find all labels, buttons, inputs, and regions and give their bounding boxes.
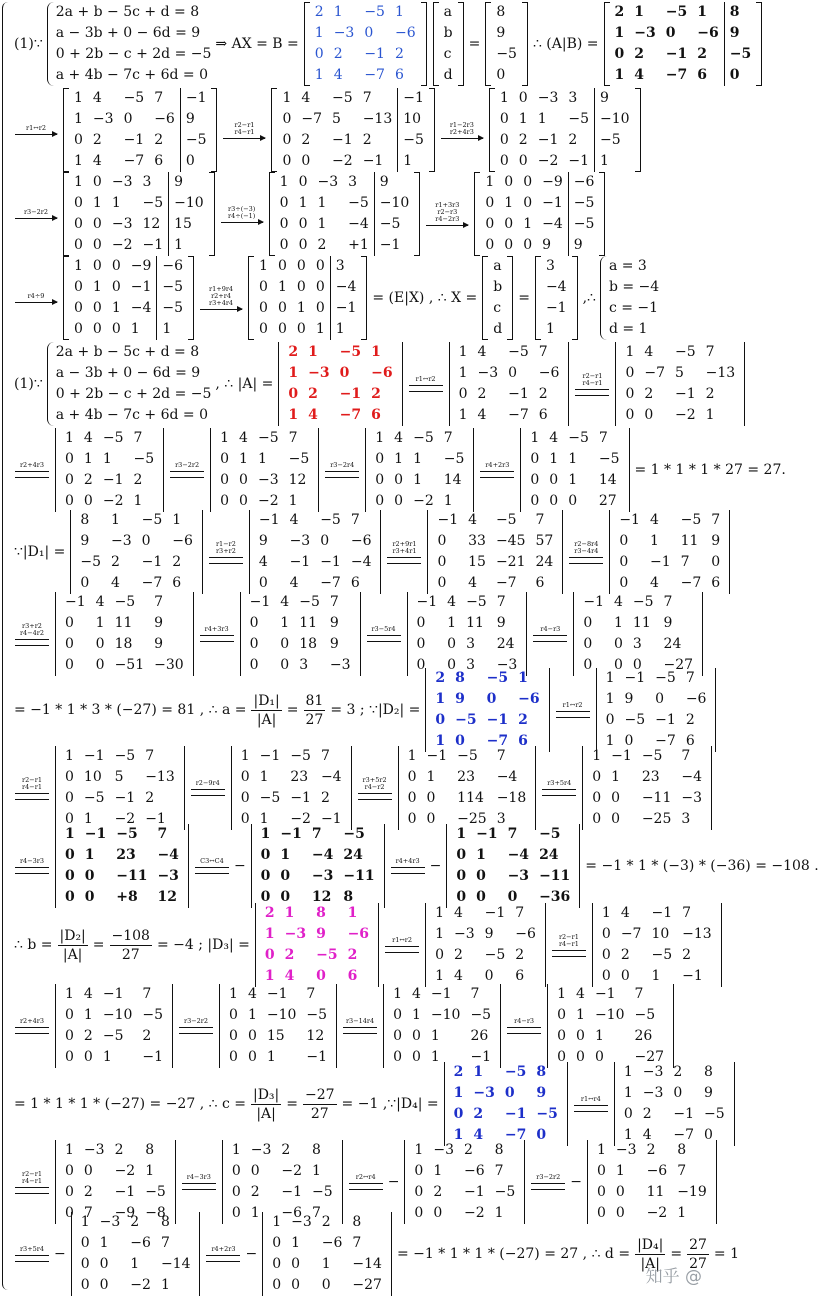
det-a-prefix: , ∴ |A| = — [215, 376, 274, 392]
d2-7: 1 −1 7 −5 0 1 −4 24 0 0 −3 −11 0 0 12 8 — [251, 824, 385, 908]
d2-4: 1 −1 −5 7 0 1 23 −4 0 0 114 −18 0 0 −25 3 — [398, 746, 537, 830]
d1-prefix: ∵|D₁| = — [14, 544, 66, 560]
d2-8: 1 −1 7 −5 0 1 −4 24 0 0 −3 −11 0 0 0 −36 — [446, 824, 580, 908]
det-a-3: 1 4 −5 7 0 1 1 −5 0 2 −1 2 0 0 −2 1 — [55, 428, 164, 512]
d1-2: −1 4 −5 7 0 33 −45 57 0 15 −21 24 0 4 −7 6 — [427, 510, 563, 594]
aug-7: 1 0 0 −9 −6 0 1 0 −1 −5 0 0 1 −4 −5 0 0 0 1 1 — [63, 256, 194, 340]
op-arrow: r1+3r3 r2−r3 r4−2r3 — [426, 202, 468, 226]
d3-result: = 1 * 1 * 1 * (−27) = −27 , ∴ c = — [14, 1096, 246, 1112]
solution-system — [600, 256, 659, 340]
matrix-a: 2 1 −5 1 1 −3 0 −6 0 2 −1 2 1 4 −7 6 — [304, 2, 427, 86]
row-d3: r2+4r3 1 4 −1 7 0 1 −10 −5 0 2 −5 2 0 0 1 −1 r3−2r2 1 4 −1 7 0 1 −10 −5 0 0 15 12 0 0 1 −1 r3−14r4 1 4 −1 7 0 1 −10 −5 0 0 1 26 0 0 1 −1 r4−r3 1 4 −1 7 0 1 −10 −5 0 0 1 26 0 0 0 −27 — [12, 984, 677, 1068]
watermark: 知乎 @ — [645, 1267, 702, 1287]
d2-1: 1 −1 −5 7 1 9 0 −6 0 −5 −1 2 1 0 −7 6 — [596, 668, 717, 752]
det-a-1: 1 4 −5 7 1 −3 0 −6 0 2 −1 2 1 4 −7 6 — [449, 342, 570, 426]
d4-4: 1 −3 2 8 0 1 −6 7 0 2 −1 −5 0 0 −2 1 — [404, 1140, 525, 1224]
frac-a-numeric: $\frac{81}{27}$ — [305, 692, 324, 728]
d4-3: 1 −3 2 8 0 0 −2 1 0 2 −1 −5 0 1 −6 7 — [222, 1140, 343, 1224]
system-lines: 2a + b − 5c + d = 8 a − 3b + 0 − 6d = 9 0 + 2b − c + 2d = −5 a + 4b − 7c + 6d = 0 — [55, 4, 212, 83]
d4-0-blue: 2 1 −5 8 1 −3 0 9 0 2 −1 −5 1 4 −7 0 — [444, 1062, 568, 1146]
d1-result: = −1 * 1 * 3 * (−27) = 81 , ∴ a = — [14, 702, 247, 718]
ex-text: = (E|X) , ∴ X = — [372, 290, 478, 306]
d1-3: −1 4 −5 7 0 1 11 9 0 −1 7 0 0 4 −7 6 — [609, 510, 730, 594]
op-arrow: r2−r1 r4−r1 — [223, 122, 265, 139]
d1-6: −1 4 −5 7 0 1 11 9 0 0 3 24 0 0 3 −3 — [407, 592, 528, 676]
row-d1: ∵|D₁| = 8 1 −5 1 9 −3 0 −6 −5 2 −1 2 0 4 −7 6 r1−r2 r3+r2 −1 4 −5 7 9 −3 0 −6 4 −1 −1 −4 0 4 −7 6 r2+9r1 r3+4r1 −1 4 −5 7 0 33 −45 57 0 15 −21 24 0 4 −7 6 r2−8r4 r3−4r4 −1 4 −5 7 0 1 11 9 0 −1 7 0 0 4 −7 6 — [12, 510, 733, 594]
det-a-red: 2 1 −5 1 1 −3 0 −6 0 2 −1 2 1 4 −7 6 — [278, 342, 402, 426]
d3-4: 1 4 −1 7 0 1 −10 −5 0 0 15 12 0 0 1 −1 — [219, 984, 337, 1068]
equation-system — [47, 2, 212, 86]
d1-4: −1 4 −5 7 0 1 11 9 0 0 18 9 0 0 −51 −30 — [55, 592, 194, 676]
frac-a-symbolic: $\frac{\text{|D₁|}}{|A|}$ — [253, 692, 280, 728]
det-a-5: 1 4 −5 7 0 1 1 −5 0 0 1 14 0 0 −2 1 — [365, 428, 474, 512]
aug-6: 1 0 0 −9 −6 0 1 0 −1 −5 0 0 1 −4 −5 0 0 0 9 9 — [474, 172, 605, 256]
d4-6: 1 −3 2 8 0 1 −6 7 0 0 1 −14 0 0 −2 1 — [71, 1212, 201, 1296]
d3-3: 1 4 −1 7 0 1 −10 −5 0 2 −5 2 0 0 1 −1 — [55, 984, 173, 1068]
det-a-4: 1 4 −5 7 0 1 1 −5 0 0 −3 12 0 0 −2 1 — [210, 428, 319, 512]
det-a-2: 1 4 −5 7 0 −7 5 −13 0 2 −1 2 0 0 −2 1 — [615, 342, 745, 426]
op-equals: r1↔r2 — [409, 376, 443, 392]
c-tail: = −1 ,∵|D₄| = — [341, 1096, 439, 1112]
d3-5: 1 4 −1 7 0 1 −10 −5 0 0 1 26 0 0 1 −1 — [383, 984, 501, 1068]
vector-b: 8 9 −5 0 — [485, 2, 528, 86]
row-a-result: = −1 * 1 * 3 * (−27) = 81 , ∴ a = $\frac{\text{|D₁|}}{|A|}$ = $\frac{81}{27}$ = 3 ; ∵|D₂| = 2 8 −5 1 1 9 0 −6 0 −5 −1 2 1 0 −7 6 r1↔r2 1 −1 −5 7 1 9 0 −6 0 −5 −1 2 1 0 −7 6 — [12, 668, 719, 752]
det-a-result: = 1 * 1 * 1 * 27 = 27. — [634, 462, 786, 478]
row-d1-2: r3+r2 r4−4r2 −1 4 −5 7 0 1 11 9 0 0 18 9 0 0 −51 −30 r4+3r3 −1 4 −5 7 0 1 11 9 0 0 18 9 0 0 3 −3 r3−5r4 −1 4 −5 7 0 1 11 9 0 0 3 24 0 0 3 −3 r4−r3 −1 4 −5 7 0 1 11 9 0 0 3 24 0 0 0 −27 — [12, 592, 706, 676]
therefore-ab: ∴ (A|B) = — [532, 36, 599, 52]
d4-1: 1 −3 2 8 1 −3 0 9 0 2 −1 −5 1 4 −7 0 — [614, 1062, 735, 1146]
row-det-a — [12, 342, 748, 426]
op-equals: r2−r1 r4−r1 — [575, 373, 609, 396]
d3-6: 1 4 −1 7 0 1 −10 −5 0 0 1 26 0 0 0 −27 — [547, 984, 674, 1068]
row-c-result: = 1 * 1 * 1 * (−27) = −27 , ∴ c = $\frac{\text{|D₃|}}{|A|}$ = $\frac{-27}{27}$ = −1 ,∵|D₄| = 2 1 −5 8 1 −3 0 9 0 2 −1 −5 1 4 −7 0 r1↔r4 1 −3 2 8 1 −3 0 9 0 2 −1 −5 1 4 −7 0 — [12, 1062, 738, 1146]
d3-1: 1 4 −1 7 1 −3 9 −6 0 2 −5 2 1 4 0 6 — [425, 903, 546, 987]
frac-d-numeric: $\frac{27}{27}$ — [689, 1236, 707, 1272]
aug-8: 1 0 0 0 3 0 1 0 0 −4 0 0 1 0 −1 0 0 0 1 1 — [248, 256, 367, 340]
d4-result: = −1 * 1 * 1 * (−27) = 27 , ∴ d = — [396, 1246, 631, 1262]
d2-0-blue: 2 8 −5 1 1 9 0 −6 0 −5 −1 2 1 0 −7 6 — [425, 668, 549, 752]
aug-5: 1 0 −3 3 9 0 1 1 −5 −10 0 0 1 −4 −5 0 0 2 +1 −1 — [269, 172, 421, 256]
row-d2-2: r4−3r3 1 −1 −5 7 0 1 23 −4 0 0 −11 −3 0 0 +8 12 C3↔C4 − 1 −1 7 −5 0 1 −4 24 0 0 −3 −11 0 0 12 8 r4+4r3 − 1 −1 7 −5 0 1 −4 24 0 0 −3 −11 0 0 0 −36 = −1 * 1 * (−3) * (−36) = −108 . — [12, 824, 821, 908]
solution-lines: a = 3 b = −4 c = −1 d = 1 — [608, 258, 660, 337]
op-arrow: r1+9r4 r2+r4 r3+4r4 — [200, 286, 242, 310]
frac-c-symbolic: $\frac{\text{|D₃|}}{|A|}$ — [252, 1086, 280, 1122]
equation-system-2: 2a + b − 5c + d = 8 a − 3b + 0 − 6d = 9 0 + 2b − c + 2d = −5 a + 4b − 7c + 6d = 0 — [47, 342, 212, 426]
frac-b-numeric: $\frac{-108}{27}$ — [111, 927, 150, 963]
frac-b-symbolic: $\frac{\text{|D₂|}}{|A|}$ — [59, 927, 86, 963]
d4-5: 1 −3 2 8 0 1 −6 7 0 0 11 −19 0 0 −2 1 — [587, 1140, 717, 1224]
augmented-ab: 2 1 −5 1 8 1 −3 0 −6 9 0 2 −1 2 −5 1 4 −7 6 0 — [604, 2, 763, 86]
row-det-a-2: r2+4r3 1 4 −5 7 0 1 1 −5 0 2 −1 2 0 0 −2 1 r3−2r2 1 4 −5 7 0 1 1 −5 0 0 −3 12 0 0 −2 1 r3−2r4 1 4 −5 7 0 1 1 −5 0 0 1 14 0 0 −2 1 r4+2r3 1 4 −5 7 0 1 1 −5 0 0 1 14 0 0 0 27 = 1 * 1 * 1 * 27 = 27. — [12, 428, 788, 512]
a-tail: = 3 ; ∵|D₂| = — [330, 702, 421, 718]
aug-3: 1 0 −3 3 9 0 1 1 −5 −10 0 2 −1 2 −5 0 0 −2 −1 1 — [489, 88, 641, 172]
op-arrow: r4÷9 — [15, 293, 57, 303]
det-a-6: 1 4 −5 7 0 1 1 −5 0 0 1 14 0 0 0 27 — [520, 428, 629, 512]
d3-0-magenta: 2 1 8 1 1 −3 9 −6 0 2 −5 2 1 4 0 6 — [255, 903, 379, 987]
d2-3: 1 −1 −5 7 0 1 23 −4 0 −5 −1 2 0 1 −2 −1 — [231, 746, 352, 830]
aug-1: 1 4 −5 7 −1 1 −3 0 −6 9 0 2 −1 2 −5 1 4 −7 6 0 — [63, 88, 217, 172]
op-arrow: r1↔r2 — [15, 125, 57, 135]
d-tail: = 1 — [713, 1246, 740, 1262]
aug-4: 1 0 −3 3 9 0 1 1 −5 −10 0 0 −3 12 15 0 0 −2 −1 1 — [63, 172, 215, 256]
row-aug-3 — [12, 172, 608, 256]
row-d4: r2−r1 r4−r1 1 −3 2 8 0 0 −2 1 0 2 −1 −5 0 7 −9 −8 r4−3r3 1 −3 2 8 0 0 −2 1 0 2 −1 −5 0 1 −6 7 r2↔r4 − 1 −3 2 8 0 1 −6 7 0 2 −1 −5 0 0 −2 1 r3−2r2 − 1 −3 2 8 0 1 −6 7 0 0 11 −19 0 0 −2 1 — [12, 1140, 720, 1224]
therefore-text: ,∴ — [582, 290, 596, 306]
d2-2: 1 −1 −5 7 0 10 5 −13 0 −5 −1 2 0 1 −2 −1 — [55, 746, 185, 830]
d1-0: 8 1 −5 1 9 −3 0 −6 −5 2 −1 2 0 4 −7 6 — [70, 510, 203, 594]
d2-5: 1 −1 −5 7 0 1 23 −4 0 0 −11 −3 0 0 −25 3 — [582, 746, 712, 830]
outer-brace — [2, 2, 11, 1290]
frac-c-numeric: $\frac{-27}{27}$ — [305, 1086, 335, 1122]
op-arrow: r3−2r2 — [15, 209, 57, 219]
d1-1: −1 4 −5 7 9 −3 0 −6 4 −1 −1 −4 0 4 −7 6 — [249, 510, 382, 594]
d1-7: −1 4 −5 7 0 1 11 9 0 0 3 24 0 0 0 −27 — [573, 592, 703, 676]
row-system-matrix: (1)∵ 2a + b − 5c + d = 8 a − 3b + 0 − 6d = 9 0 + 2b − c + 2d = −5 a + 4b − 7c + 6d = 0 ⇒ AX = B = 2 1 −5 1 1 −3 0 −6 0 2 −1 2 1 4 −7 6 a b c d = 8 9 −5 0 ∴ (A|B) = 2 1 −5 1 8 1 −3 0 −6 9 0 2 −1 2 −5 1 4 −7 6 0 — [12, 2, 765, 86]
row-aug-2 — [12, 88, 644, 172]
aug-2: 1 4 −5 7 −1 0 −7 5 −13 10 0 2 −1 2 −5 0 0 −2 −1 1 — [271, 88, 434, 172]
op-arrow: r1−2r3 r2+4r3 — [441, 122, 483, 139]
b-prefix: ∴ b = — [14, 937, 53, 953]
d2-6: 1 −1 −5 7 0 1 23 −4 0 0 −11 −3 0 0 +8 12 — [55, 824, 189, 908]
op-arrow: r3÷(−3) r4÷(−1) — [221, 206, 263, 223]
vector-solution: 3 −4 −1 1 — [535, 256, 578, 340]
d2-result: = −1 * 1 * (−3) * (−36) = −108 . — [585, 858, 819, 874]
frac-d-symbolic: $\frac{\text{|D₄|}}{|A|}$ — [637, 1236, 664, 1272]
vector-x-2: a b c d — [482, 256, 513, 340]
d1-5: −1 4 −5 7 0 1 11 9 0 0 18 9 0 0 3 −3 — [240, 592, 361, 676]
label-1b: (1)∵ — [14, 376, 43, 392]
row-aug-4: r4÷9 1 0 0 −9 −6 0 1 0 −1 −5 0 0 1 −4 −5 0 0 0 1 1 r1+9r4 r2+r4 r3+4r4 1 0 0 0 3 0 1 0 0 −4 0 0 1 0 −1 0 0 0 1 1 = (E|X) , ∴ X = a b c d = 3 −4 −1 1 ,∴ a = 3 b = −4 c = −1 d = 1 — [12, 256, 661, 340]
d4-2: 1 −3 2 8 0 0 −2 1 0 2 −1 −5 0 7 −9 −8 — [55, 1140, 176, 1224]
d3-2: 1 4 −1 7 0 −7 10 −13 0 2 −5 2 0 0 1 −1 — [592, 903, 722, 987]
b-tail: = −4 ; |D₃| = — [156, 937, 250, 953]
row-b-result: ∴ b = $\frac{\text{|D₂|}}{|A|}$ = $\frac{-108}{27}$ = −4 ; |D₃| = 2 1 8 1 1 −3 9 −6 0 2 −5 2 1 4 0 6 r1↔r2 1 4 −1 7 1 −3 9 −6 0 2 −5 2 1 4 0 6 r2−r1 r4−r1 1 4 −1 7 0 −7 10 −13 0 2 −5 2 0 0 1 −1 — [12, 903, 725, 987]
row-d4-2: r3+5r4 − 1 −3 2 8 0 1 −6 7 0 0 1 −14 0 0 −2 1 r4+2r3 − 1 −3 2 8 0 1 −6 7 0 0 1 −14 0 0 0 −27 = −1 * 1 * 1 * (−27) = 27 , ∴ d = $\frac{\text{|D₄|}}{|A|}$ = $\frac{27}{27}$ = 1 — [12, 1212, 741, 1296]
label-1: (1)∵ — [14, 36, 43, 52]
implies-text: ⇒ AX = B = — [215, 36, 299, 52]
row-d2: r2−r1 r4−r1 1 −1 −5 7 0 10 5 −13 0 −5 −1 2 0 1 −2 −1 r2−9r4 1 −1 −5 7 0 1 23 −4 0 −5 −1 2 0 1 −2 −1 r3+5r2 r4−r2 1 −1 −5 7 0 1 23 −4 0 0 114 −18 0 0 −25 3 r3+5r4 1 −1 −5 7 0 1 23 −4 0 0 −11 −3 0 0 −25 3 — [12, 746, 715, 830]
vector-x: a b c d — [433, 2, 464, 86]
d4-7: 1 −3 2 8 0 1 −6 7 0 0 1 −14 0 0 0 −27 — [262, 1212, 392, 1296]
